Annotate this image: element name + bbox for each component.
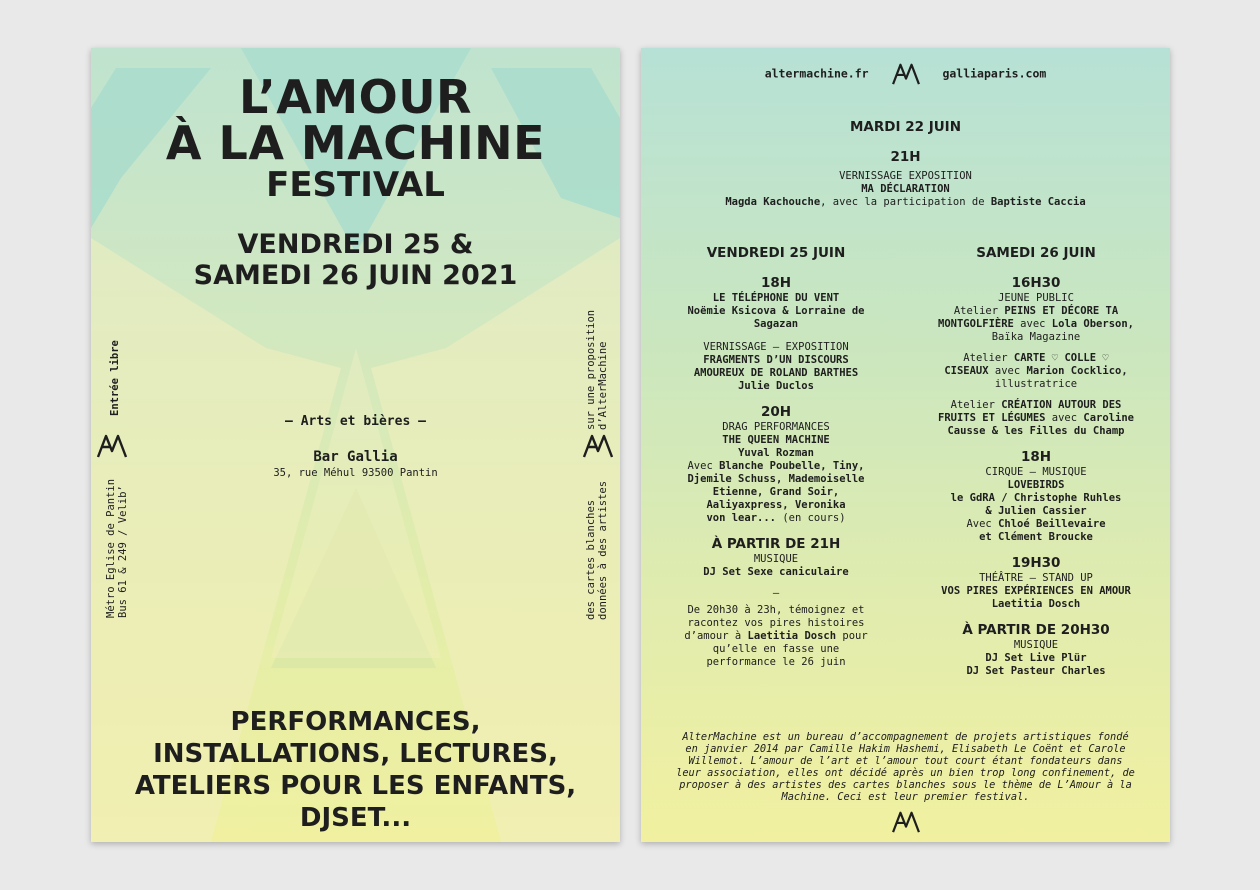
- about-line-6: Machine. Ceci est leur premier festival.: [781, 791, 1030, 803]
- saturday-e1-title-1: PEINS ET DÉCORE TA: [1004, 305, 1119, 317]
- tuesday-title: MA DÉCLARATION: [861, 183, 950, 195]
- saturday-e3-prefix: Atelier: [950, 399, 1002, 411]
- date-line-2: SAMEDI 26 JUIN 2021: [193, 260, 518, 291]
- tuesday-kind: VERNISSAGE EXPOSITION: [839, 170, 972, 182]
- carte-blanche-info: [585, 481, 609, 620]
- proposal-line-1: sur une proposition: [585, 309, 597, 430]
- title-line-1: L’AMOUR: [239, 70, 472, 124]
- site-left-link[interactable]: altermachine.fr: [764, 66, 869, 81]
- saturday-e3-with: avec: [1045, 412, 1084, 424]
- friday-e3-with-prefix: Avec: [687, 460, 720, 472]
- venue-name: Bar Gallia: [313, 449, 398, 465]
- altermachine-logo-icon: [890, 62, 922, 86]
- saturday-e1-with: avec: [1013, 318, 1052, 330]
- friday-e1-artists-2: Sagazan: [753, 318, 799, 330]
- friday-e3-kind: DRAG PERFORMANCES: [722, 421, 830, 433]
- tagline: — Arts et bières —: [285, 414, 426, 429]
- friday-e4-time: À PARTIR DE 21H: [711, 536, 841, 552]
- site-right-link[interactable]: galliaparis.com: [942, 66, 1047, 81]
- title-line-2: À LA MACHINE: [165, 116, 546, 170]
- tuesday-artist-mid: , avec la participation de: [820, 196, 991, 208]
- saturday-e3-title-2: FRUITS ET LÉGUMES: [938, 412, 1046, 424]
- saturday-e2-with: avec: [988, 365, 1027, 377]
- free-entry: Entrée libre: [109, 340, 121, 416]
- saturday-event-1: [909, 274, 1163, 344]
- friday-e2-artist: Julie Duclos: [738, 380, 814, 392]
- friday-e4-text-3b: Laetitia Dosch: [747, 630, 837, 642]
- friday-e3-with-2: Djemile Schuss, Mademoiselle: [687, 473, 865, 485]
- saturday-e1-time: 16H30: [1011, 275, 1061, 291]
- about-line-2: en janvier 2014 par Camille Hakim Hashemi, Elisabeth Le Coënt et Carole: [685, 743, 1126, 755]
- saturday-e5-time: 19H30: [1011, 555, 1061, 571]
- saturday-e4-artists-2: & Julien Cassier: [985, 505, 1087, 517]
- saturday-e2-role: illustratrice: [994, 378, 1078, 390]
- friday-e1-artists-1: Noëmie Ksicova & Lorraine de: [687, 305, 865, 317]
- saturday-e3-artist-1: Caroline: [1083, 412, 1134, 424]
- friday-e1-title: LE TÉLÉPHONE DU VENT: [712, 292, 840, 304]
- about-line-5: proposer à des artistes des cartes blanches sous le thème de L’Amour à la: [679, 779, 1132, 791]
- saturday-e2-prefix: Atelier: [963, 352, 1014, 364]
- transport-line-1: Métro Eglise de Pantin: [105, 478, 117, 618]
- saturday-e6-kind: MUSIQUE: [1013, 639, 1059, 651]
- saturday-e4-artists-1: le GdRA / Christophe Ruhles: [950, 492, 1122, 504]
- tuesday-day: MARDI 22 JUIN: [850, 119, 961, 135]
- title-festival: FESTIVAL: [266, 165, 445, 205]
- saturday-e5-kind: THÉÂTRE – STAND UP: [979, 572, 1093, 584]
- proposal-line-2: d’AlterMachine: [597, 341, 609, 430]
- friday-e3-with-1: Blanche Poubelle, Tiny,: [719, 460, 865, 472]
- tuesday-artists: [641, 196, 1170, 209]
- about-line-3: Willemot. L’amour de l’art et l’amour tout court étant fondateurs dans: [688, 755, 1123, 767]
- friday-e3-time: 20H: [760, 404, 792, 420]
- site-header: [641, 62, 1170, 86]
- tuesday-time: 21H: [890, 149, 921, 165]
- friday-e4-text-2: racontez vos pires histoires: [687, 617, 865, 629]
- friday-e4-separator: –: [772, 587, 780, 599]
- friday-event-4: [661, 535, 891, 669]
- program-line-1: PERFORMANCES,: [230, 707, 481, 737]
- friday-e1-time: 18H: [760, 275, 792, 291]
- friday-e4-text-5: performance le 26 juin: [706, 656, 846, 668]
- about-paragraph: [659, 731, 1152, 803]
- friday-e2-title-1: FRAGMENTS D’UN DISCOURS: [703, 354, 849, 366]
- saturday-event-2: [909, 352, 1163, 391]
- saturday-e4-kind: CIRQUE – MUSIQUE: [985, 466, 1087, 478]
- proposal-info: [585, 310, 609, 430]
- altermachine-logo-icon: [890, 810, 922, 834]
- transport-line-2: Bus 61 & 249 / Velib’: [117, 485, 129, 618]
- saturday-e5-artist: Laetitia Dosch: [991, 598, 1081, 610]
- saturday-e6-dj-1: DJ Set Live Plür: [985, 652, 1087, 664]
- saturday-column: [909, 244, 1163, 688]
- friday-e3-with-4: Aaliyaxpress, Veronika: [706, 499, 846, 511]
- saturday-e5-title: VOS PIRES EXPÉRIENCES EN AMOUR: [941, 585, 1131, 597]
- friday-event-2: [661, 341, 891, 393]
- program-line-2: INSTALLATIONS, LECTURES,: [153, 739, 558, 769]
- friday-e4-text-4: qu’elle en fasse une: [712, 643, 840, 655]
- saturday-e4-time: 18H: [1020, 449, 1052, 465]
- saturday-e1-artist: Lola Oberson,: [1051, 318, 1134, 330]
- back-poster: [641, 48, 1170, 842]
- friday-day: VENDREDI 25 JUIN: [706, 245, 846, 261]
- date-line-1: VENDREDI 25 &: [237, 229, 474, 260]
- saturday-e6-time: À PARTIR DE 20H30: [962, 622, 1110, 638]
- saturday-event-3: [909, 399, 1163, 438]
- saturday-e3-artist-2: Causse & les Filles du Champ: [947, 425, 1125, 437]
- friday-e3-with-5-note: (en cours): [776, 512, 846, 524]
- front-poster: [91, 48, 620, 842]
- friday-e4-kind: MUSIQUE: [753, 553, 799, 565]
- friday-column: [661, 244, 891, 679]
- saturday-day: SAMEDI 26 JUIN: [976, 245, 1096, 261]
- friday-e2-kind: VERNISSAGE – EXPOSITION: [703, 341, 849, 353]
- altermachine-logo-icon: [582, 433, 614, 459]
- about-line-1: AlterMachine est un bureau d’accompagnement de projets artistiques fondé: [682, 731, 1129, 743]
- saturday-e1-title-2: MONTGOLFIÈRE: [938, 318, 1014, 330]
- program-line-3: ATELIERS POUR LES ENFANTS,: [134, 771, 577, 801]
- program-line-4: DJSET...: [299, 803, 412, 833]
- saturday-e4-with: Avec: [966, 518, 999, 530]
- tuesday-artist-a: Magda Kachouche: [725, 196, 821, 208]
- friday-event-3: [661, 403, 891, 525]
- venue-address: 35, rue Méhul 93500 Pantin: [273, 467, 438, 479]
- saturday-event-6: [909, 621, 1163, 678]
- saturday-e1-org: Baïka Magazine: [991, 331, 1081, 343]
- carte-blanche-line-1: des cartes blanches: [585, 499, 597, 620]
- saturday-e6-dj-2: DJ Set Pasteur Charles: [966, 665, 1106, 677]
- saturday-e1-prefix: Atelier: [953, 305, 1005, 317]
- saturday-e4-title: LOVEBIRDS: [1007, 479, 1065, 491]
- tuesday-artist-b: Baptiste Caccia: [990, 196, 1086, 208]
- friday-e3-with-5: von lear...: [706, 512, 776, 524]
- friday-e3-artist: Yuval Rozman: [738, 447, 814, 459]
- saturday-e4-artists-4: et Clément Broucke: [979, 531, 1093, 543]
- friday-e4-text-3c: pour: [836, 630, 868, 642]
- saturday-e2-artist: Marion Cocklico,: [1026, 365, 1128, 377]
- about-line-4: leur association, elles ont décidé après un bien trop long confinement, de: [676, 767, 1135, 779]
- friday-e3-with-3: Etienne, Grand Soir,: [712, 486, 840, 498]
- friday-e3-title: THE QUEEN MACHINE: [722, 434, 830, 446]
- friday-e2-title-2: AMOUREUX DE ROLAND BARTHES: [693, 367, 859, 379]
- friday-e4-text-3a: d’amour à: [684, 630, 748, 642]
- tuesday-section: [641, 118, 1170, 209]
- saturday-e3-title-1: CRÉATION AUTOUR DES: [1001, 399, 1122, 411]
- transport-info: [105, 479, 129, 618]
- carte-blanche-line-2: données à des artistes: [597, 480, 609, 620]
- friday-event-1: [661, 274, 891, 331]
- saturday-event-5: [909, 554, 1163, 611]
- saturday-event-4: [909, 448, 1163, 544]
- friday-e4-title: DJ Set Sexe caniculaire: [703, 566, 849, 578]
- saturday-e1-kind: JEUNE PUBLIC: [998, 292, 1074, 304]
- altermachine-logo-icon: [96, 433, 128, 459]
- friday-e4-text-1: De 20h30 à 23h, témoignez et: [687, 604, 865, 616]
- saturday-e2-title-1: CARTE ♡ COLLE ♡: [1013, 352, 1109, 364]
- saturday-e4-artists-3: Chloé Beillevaire: [998, 518, 1106, 530]
- saturday-e2-title-2: CISEAUX: [944, 365, 989, 377]
